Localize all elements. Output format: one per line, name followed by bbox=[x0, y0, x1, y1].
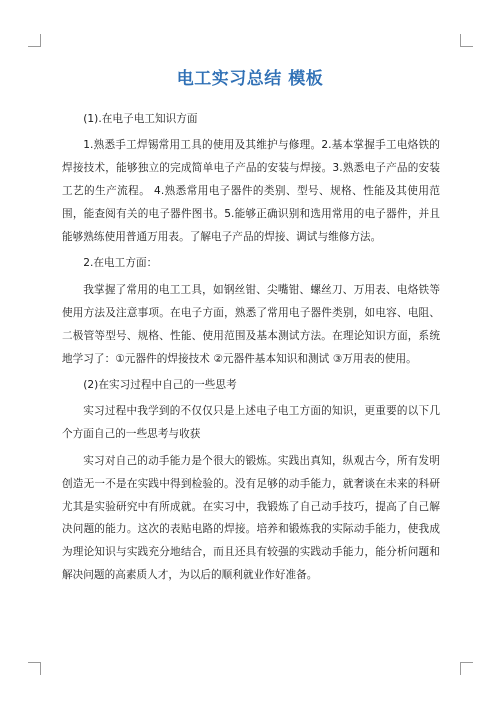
paragraph-reflections-intro: 实习过程中我学到的不仅仅只是上述电子电工方面的知识，更重要的以下几个方面自己的一些思考与收获 bbox=[62, 405, 440, 441]
corner-mark-top-left bbox=[28, 34, 41, 47]
paragraph-hands-on: 实习对自己的动手能力是个很大的锻炼。实践出真知，纵观古今，所有发明创造无一不是在实践中得到检验的。没有足够的动手能力，就奢谈在未来的科研尤其是实验研究中有所成就。在实习中，我锻炼了自己动手技巧，提高了自己解决问题的能力。这次的表贴电路的焊接。培养和锻炼我的实际动手能力，使我成为理论知识与实践充分地结合，而且还具有较强的实践动手能力，能分析问题和解决问题的高素质人才，为以后的顺利就业作好准备。 bbox=[62, 454, 440, 582]
corner-mark-bottom-left bbox=[28, 662, 41, 675]
paragraph-electrical: 我掌握了常用的电工工具，如钢丝钳、尖嘴钳、螺丝刀、万用表、电烙铁等使用方法及注意事项。在电子方面，熟悉了常用电子器件类别，如电容、电阻、二极管等型号、规格、性能、使用范围及基本测试方法。在理论知识方面，系统地学习了：①元器件的焊接技术 ②元器件基本知识和测试 ③万用表的使用。 bbox=[62, 283, 440, 365]
subheading-electrical: 2.在电工方面： bbox=[83, 257, 158, 270]
section-heading-reflections: (2)在实习过程中自己的一些思考 bbox=[83, 378, 237, 391]
corner-mark-bottom-right bbox=[460, 662, 473, 675]
corner-mark-top-right bbox=[460, 34, 473, 47]
document-title: 电工实习总结 模板 bbox=[176, 69, 324, 89]
paragraph-knowledge-list: 1.熟悉手工焊锡常用工具的使用及其维护与修理。2.基本掌握手工电烙铁的焊接技术，能够独立的完成简单电子产品的安装与焊接。3.熟悉电子产品的安装工艺的生产流程。 4.熟悉常用电子器件的类别、型号、规格、性能及其使用范围，能查阅有关的电子器件图书。5.能够正确识别和选用常用的电子器件，并且能够熟练使用普通万用表。了解电子产品的焊接、调试与维修方法。 bbox=[62, 139, 440, 244]
document-body bbox=[62, 108, 440, 591]
section-heading-knowledge: (1).在电子电工知识方面 bbox=[83, 113, 198, 125]
